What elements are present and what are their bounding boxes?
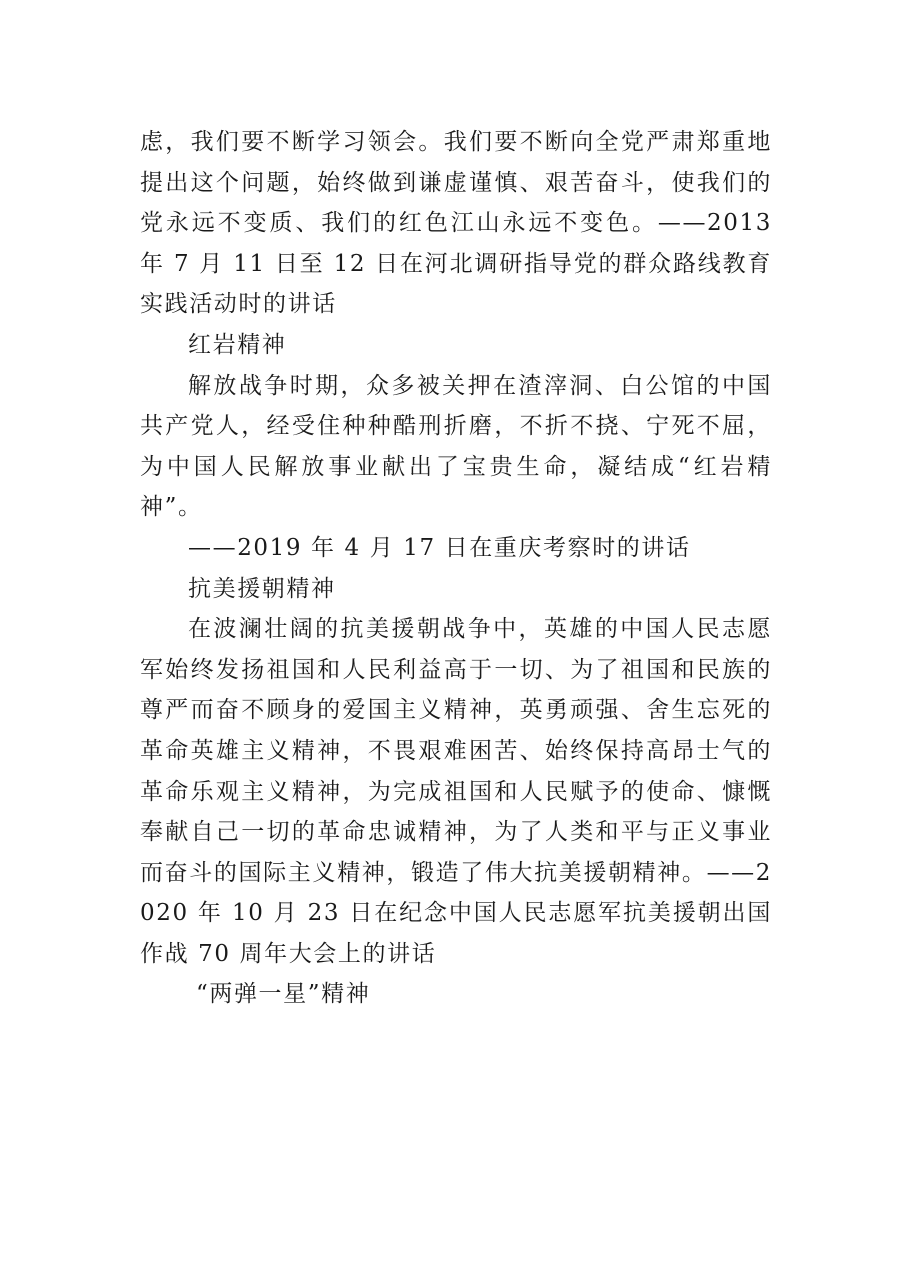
- heading-kangmei-yuanchao-spirit: 抗美援朝精神: [188, 575, 336, 602]
- paragraph-kangmei-yuanchao: 在波澜壮阔的抗美援朝战争中，英雄的中国人民志愿军始终发扬祖国和人民利益高于一切、为了祖国和民族的尊严而奋不顾身的爱国主义精神，英勇顽强、舍生忘死的革命英雄主义精神，不畏艰难困苦、始终保持高昂士气的革命乐观主义精神，为完成祖国和人民赋予的使命、慷慨奉献自己一切的革命忠诚精神，为了人类和平与正义事业而奋斗的国际主义精神，锻造了伟大抗美援朝精神。——2020 年 10 月 23 日在纪念中国人民志愿军抗美援朝出国作战 70 周年大会上的讲话: [140, 616, 772, 967]
- paragraph-hongyan: 解放战争时期，众多被关押在渣滓洞、白公馆的中国共产党人，经受住种种酷刑折磨，不折不挠、宁死不屈，为中国人民解放事业献出了宝贵生命，凝结成“红岩精神”。: [140, 372, 772, 521]
- citation-chongqing: ——2019 年 4 月 17 日在重庆考察时的讲话: [188, 534, 691, 561]
- heading-liangdan-yixing-spirit: “两弹一星”精神: [196, 981, 371, 1008]
- document-body: [140, 122, 772, 1015]
- paragraph-continuation: 虑，我们要不断学习领会。我们要不断向全党严肃郑重地提出这个问题，始终做到谦虚谨慎、艰苦奋斗，使我们的党永远不变质、我们的红色江山永远不变色。——2013 年 7 月 11 日至 12 日在河北调研指导党的群众路线教育实践活动时的讲话: [140, 129, 772, 318]
- heading-hongyan-spirit: 红岩精神: [188, 331, 287, 358]
